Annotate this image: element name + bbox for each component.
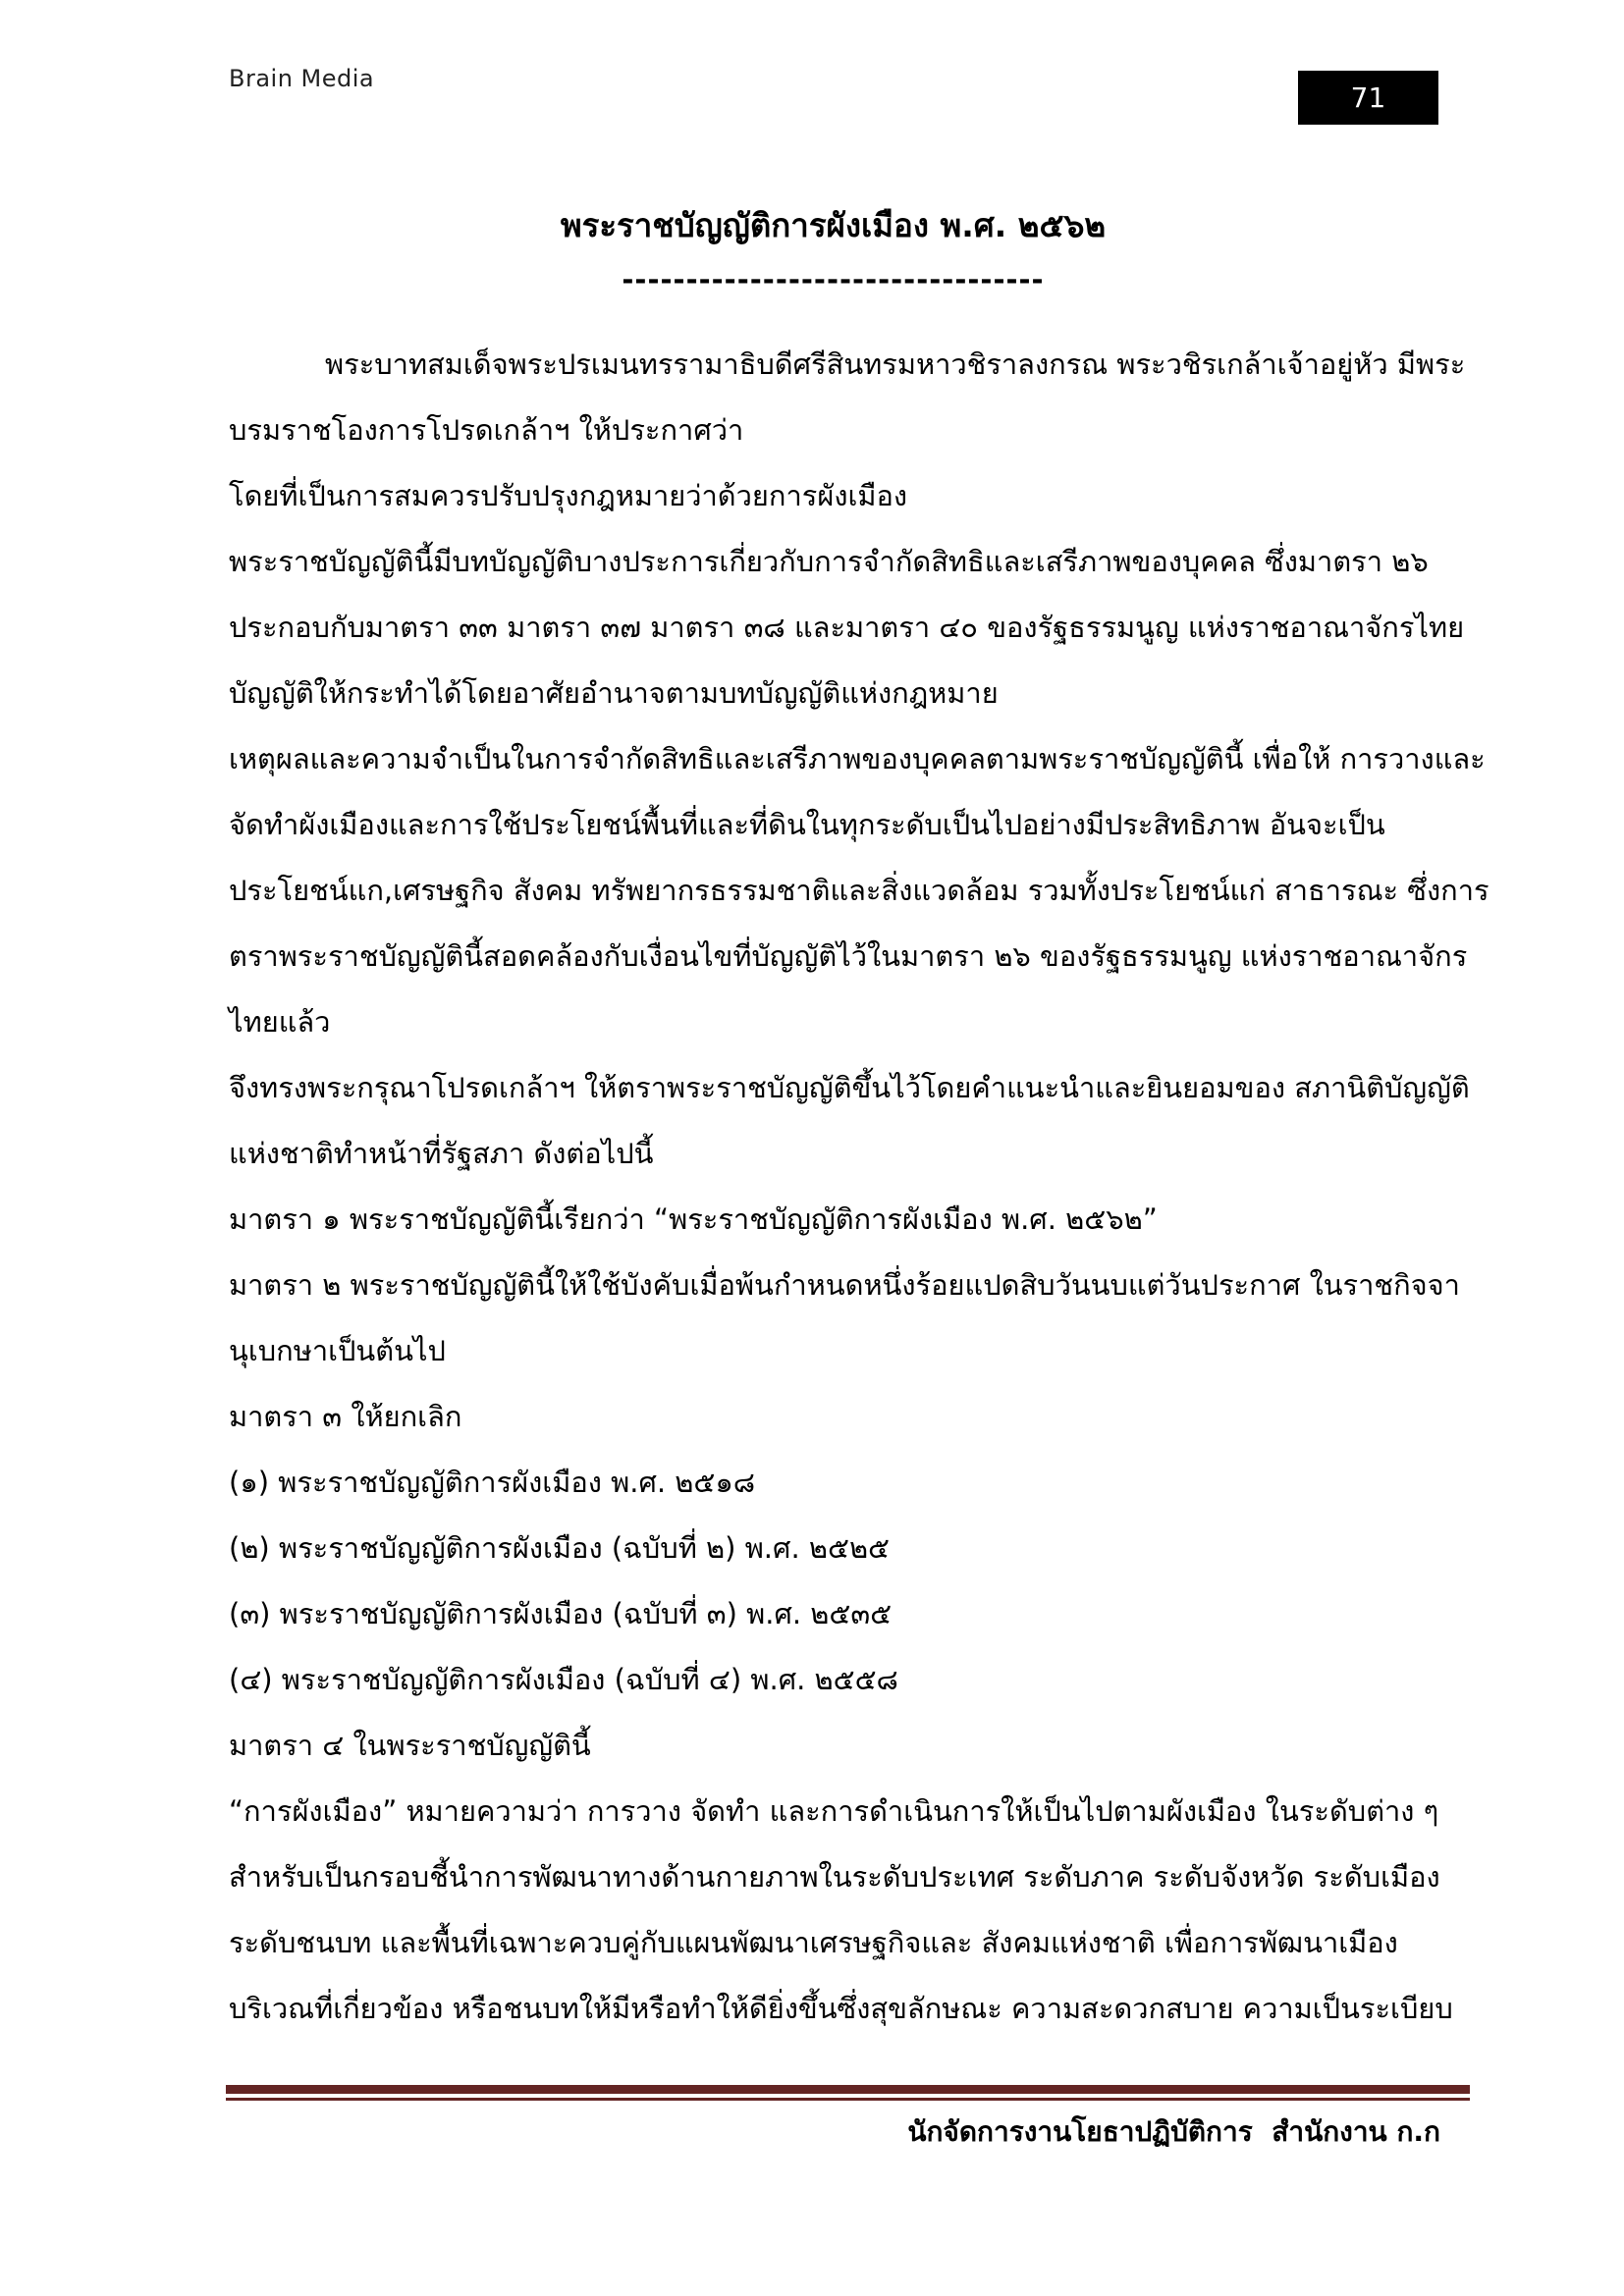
text-line: (๓) พระราชบัญญัติการผังเมือง (ฉบับที่ ๓) พ.ศ. ๒๕๓๕ bbox=[229, 1597, 893, 1630]
text-line: ตราพระราชบัญญัตินี้สอดคล้องกับเงื่อนไขที่บัญญัติไว้ในมาตรา ๒๖ ของรัฐธรรมนูญ แห่งราชอาณาจักร bbox=[229, 939, 1468, 973]
body-text bbox=[229, 332, 1489, 2042]
footer-divider-rule bbox=[226, 2085, 1470, 2101]
text-line: พระราชบัญญัตินี้มีบทบัญญัติบางประการเกี่ยวกับการจำกัดสิทธิและเสรีภาพของบุคคล ซึ่งมาตรา ๒๖ bbox=[229, 545, 1429, 578]
text-line: มาตรา ๑ พระราชบัญญัตินี้เรียกว่า “พระราชบัญญัติการผังเมือง พ.ศ. ๒๕๖๒” bbox=[229, 1202, 1158, 1236]
page-number-value: 71 bbox=[1350, 81, 1386, 114]
text-line: สำหรับเป็นกรอบชี้นำการพัฒนาทางด้านกายภาพในระดับประเทศ ระดับภาค ระดับจังหวัด ระดับเมือง bbox=[229, 1860, 1440, 1894]
header-brand-text: Brain Media bbox=[229, 65, 375, 92]
text-line: พระบาทสมเด็จพระปรเมนทรรามาธิบดีศรีสินทรมหาวชิราลงกรณ พระวชิรเกล้าเจ้าอยู่หัว มีพระ bbox=[325, 347, 1466, 381]
text-line: บรมราชโองการโปรดเกล้าฯ ให้ประกาศว่า bbox=[229, 413, 744, 447]
page-number-badge bbox=[1298, 71, 1438, 125]
text-line: “การผังเมือง” หมายความว่า การวาง จัดทำ และการดำเนินการให้เป็นไปตามผังเมือง ในระดับต่าง ๆ bbox=[229, 1794, 1439, 1828]
text-line: นุเบกษาเป็นต้นไป bbox=[229, 1334, 446, 1367]
text-line: แห่งชาติทำหน้าที่รัฐสภา ดังต่อไปนี้ bbox=[229, 1137, 654, 1170]
text-line: ประกอบกับมาตรา ๓๓ มาตรา ๓๗ มาตรา ๓๘ และมาตรา ๔๐ ของรัฐธรรมนูญ แห่งราชอาณาจักรไทย bbox=[229, 611, 1465, 644]
text-line: บริเวณที่เกี่ยวข้อง หรือชนบทให้มีหรือทำให้ดียิ่งขึ้นซึ่งสุขลักษณะ ความสะดวกสบาย ความเป็นระเบียบ bbox=[229, 1992, 1453, 2025]
text-line: มาตรา ๓ ให้ยกเลิก bbox=[229, 1400, 462, 1433]
text-line: (๔) พระราชบัญญัติการผังเมือง (ฉบับที่ ๔) พ.ศ. ๒๕๕๘ bbox=[229, 1663, 898, 1696]
text-line: มาตรา ๒ พระราชบัญญัตินี้ให้ใช้บังคับเมื่อพ้นกำหนดหนึ่งร้อยแปดสิบวันนบแต่วันประกาศ ในราชกิจจา bbox=[229, 1268, 1460, 1302]
text-line: จึงทรงพระกรุณาโปรดเกล้าฯ ให้ตราพระราชบัญญัติขึ้นไว้โดยคำแนะนำและยินยอมของ สภานิติบัญญัติ bbox=[229, 1071, 1470, 1104]
text-line: เหตุผลและความจำเป็นในการจำกัดสิทธิและเสรีภาพของบุคคลตามพระราชบัญญัตินี้ เพื่อให้ การวางและ bbox=[229, 742, 1486, 775]
text-line: ไทยแล้ว bbox=[229, 1005, 331, 1039]
document-title: พระราชบัญญัติการผังเมือง พ.ศ. ๒๕๖๒ bbox=[560, 206, 1107, 244]
text-line: จัดทำผังเมืองและการใช้ประโยชน์พื้นที่และที่ดินในทุกระดับเป็นไปอย่างมีประสิทธิภาพ อันจะเป็น bbox=[229, 808, 1385, 841]
text-line: (๑) พระราชบัญญัติการผังเมือง พ.ศ. ๒๕๑๘ bbox=[229, 1466, 756, 1499]
text-line: (๒) พระราชบัญญัติการผังเมือง (ฉบับที่ ๒) พ.ศ. ๒๕๒๕ bbox=[229, 1531, 891, 1565]
text-line: โดยที่เป็นการสมควรปรับปรุงกฎหมายว่าด้วยการผังเมือง bbox=[229, 479, 908, 512]
text-line: บัญญัติให้กระทำได้โดยอาศัยอำนาจตามบทบัญญัติแห่งกฎหมาย bbox=[229, 676, 999, 710]
text-line: ระดับชนบท และพื้นที่เฉพาะควบคู่กับแผนพัฒนาเศรษฐกิจและ สังคมแห่งชาติ เพื่อการพัฒนาเมือง bbox=[229, 1926, 1398, 1959]
text-line: ประโยชน์แก,เศรษฐกิจ สังคม ทรัพยากรธรรมชาติและสิ่งแวดล้อม รวมทั้งประโยชน์แก่ สาธารณะ ซึ่งการ bbox=[229, 874, 1489, 907]
text-line: มาตรา ๔ ในพระราชบัญญัตินี้ bbox=[229, 1729, 591, 1762]
footer-text: นักจัดการงานโยธาปฏิบัติการ สำนักงาน ก.ก bbox=[907, 2115, 1440, 2148]
title-separator-dashes: --------------------------------- bbox=[622, 263, 1045, 296]
